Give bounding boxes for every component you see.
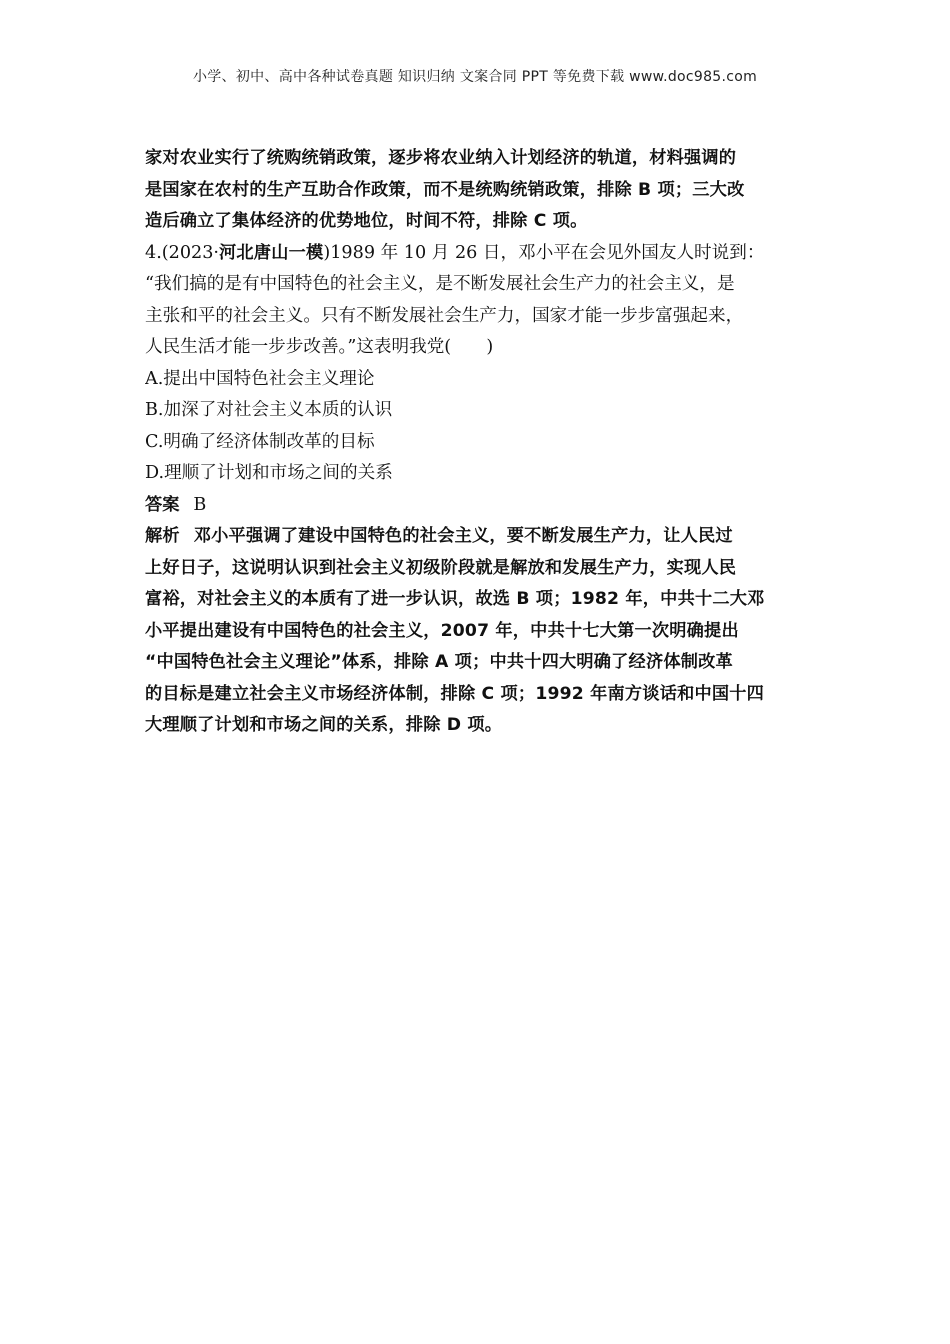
question-source-close: ) — [323, 242, 331, 263]
question-stem-line-4: 人民生活才能一步步改善。”这表明我党( ) — [145, 337, 494, 357]
question-block — [145, 238, 810, 490]
analysis-label: 解析 — [145, 526, 180, 546]
analysis-first-line-text: 邓小平强调了建设中国特色的社会主义，要不断发展生产力，让人民过 — [193, 526, 733, 546]
document-body — [145, 143, 810, 742]
question-stem-text: 1989 年 10 月 26 日，邓小平在会见外国友人时说到： — [330, 242, 765, 263]
question-number: 4. — [145, 242, 162, 263]
option-b: B.加深了对社会主义本质的认识 — [145, 400, 393, 420]
analysis-line-6: 的目标是建立社会主义市场经济体制，排除 C 项；1992 年南方谈话和中国十四 — [145, 683, 765, 704]
analysis-line-1 — [145, 521, 810, 553]
option-c: C.明确了经济体制改革的目标 — [145, 431, 375, 452]
answer-line — [145, 490, 810, 522]
previous-analysis-block — [145, 143, 810, 238]
analysis-continued-line-1: 家对农业实行了统购统销政策，逐步将农业纳入计划经济的轨道，材料强调的 — [145, 148, 737, 168]
analysis-line-5: “中国特色社会主义理论”体系，排除 A 项；中共十四大明确了经济体制改革 — [145, 652, 733, 672]
analysis-line-4: 小平提出建设有中国特色的社会主义，2007 年，中共十七大第一次明确提出 — [145, 620, 739, 641]
question-stem-line-3: 主张和平的社会主义。只有不断发展社会生产力，国家才能一步步富强起来， — [145, 305, 744, 326]
question-stem-line-1 — [145, 238, 810, 270]
answer-value: B — [193, 494, 207, 515]
analysis-line-7: 大理顺了计划和市场之间的关系，排除 D 项。 — [145, 715, 503, 735]
question-stem-line-2: “我们搞的是有中国特色的社会主义，是不断发展社会生产力的社会主义，是 — [145, 274, 735, 294]
question-source-name: 河北唐山一模 — [219, 242, 324, 263]
option-d: D.理顺了计划和市场之间的关系 — [145, 463, 393, 483]
option-a: A.提出中国特色社会主义理论 — [145, 368, 375, 389]
answer-label: 答案 — [145, 494, 180, 515]
page-header-banner: 小学、初中、高中各种试卷真题 知识归纳 文案合同 PPT 等免费下载 www.doc985.com — [192, 69, 758, 85]
analysis-line-3: 富裕，对社会主义的本质有了进一步认识，故选 B 项；1982 年，中共十二大邓 — [145, 589, 765, 609]
analysis-block — [145, 521, 810, 742]
analysis-continued-line-3: 造后确立了集体经济的优势地位，时间不符，排除 C 项。 — [145, 211, 588, 231]
analysis-continued-line-2: 是国家在农村的生产互助合作政策，而不是统购统销政策，排除 B 项；三大改 — [145, 179, 745, 200]
question-source-open: (2023· — [161, 242, 220, 263]
analysis-line-2: 上好日子，这说明认识到社会主义初级阶段就是解放和发展生产力，实现人民 — [145, 557, 737, 578]
